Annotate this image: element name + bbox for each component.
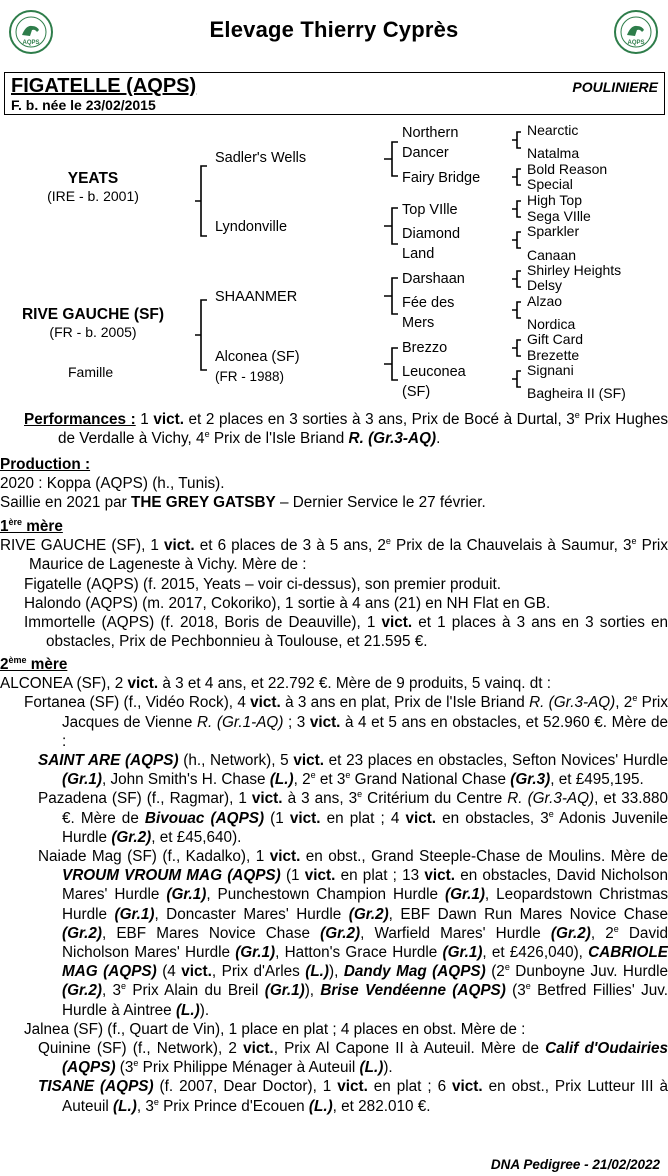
dam: [3, 306, 183, 340]
g3-line: Fairy Bridge: [402, 170, 481, 186]
pedigree-g3-1: [402, 168, 480, 188]
pedigree-chart: [0, 118, 668, 408]
produce-halondo: Halondo (AQPS) (m. 2017, Cokoriko), 1 sortie à 4 ans (21) en NH Flat en GB.: [24, 594, 551, 612]
g3-line: Leuconea: [402, 364, 466, 380]
page-title: Elevage Thierry Cyprès: [209, 17, 459, 42]
g3-line: Land: [402, 246, 435, 262]
pedigree-g4-9: Delsy: [527, 277, 563, 293]
pedigree-g4-4: High Top: [527, 192, 583, 208]
produce-immortelle: Immortelle (AQPS) (f. 2018, Boris de Deauville), 1 vict. et 1 places à 3 ans en 3 sorties en obstacles, Prix de Pechbonnieu à Toulouse, et 21.595 €.: [24, 614, 668, 651]
pedigree-g4-12: Gift Card: [527, 331, 584, 347]
g3-line: Dancer: [402, 145, 449, 161]
sire-name: YEATS: [67, 170, 119, 187]
g3-line: Diamond: [402, 226, 461, 242]
g3-line: Top VIlle: [402, 202, 458, 218]
horse-birth: F. b. née le 23/02/2015: [11, 97, 156, 113]
horse-header-box: [4, 72, 665, 115]
pedigree-g3-5: [402, 293, 454, 333]
performances-text: Performances : 1 vict. et 2 places en 3 sorties à 3 ans, Prix de Bocé à Durtal, 3e Prix Hughes de Verdalle à Vichy, 4e Prix de l'Isle Briand R. (Gr.3-AQ).: [24, 410, 668, 448]
g3-line: (SF): [402, 384, 431, 400]
produce-figatelle: Figatelle (AQPS) (f. 2015, Yeats – voir ci-dessus), son premier produit.: [24, 575, 501, 593]
horse-name: FIGATELLE (AQPS): [11, 75, 197, 97]
svg-text:AQPS: AQPS: [627, 40, 645, 46]
produce-naiade-mag: Naiade Mag (SF) (f., Kadalko), 1 vict. en obst., Grand Steeple-Chase de Moulins. Mère de VROUM VROUM MAG (AQPS) (1 vict. en plat ; 13 vict. en obstacles, David Nicholson Mares' Hurdle (Gr.1), Punchestown Champion Hurdle (Gr.1), Leopardstown Christmas Hurdle (Gr.1), Doncaster Mares' Hurdle (Gr.2), EBF Dawn Run Mares Novice Chase (Gr.2), EBF Mares Novice Chase (Gr.2), Warfield Mares' Hurdle (Gr.2), 2e David Nicholson Mares' Hurdle (Gr.1), Hatton's Grace Hurdle (Gr.1), et £426,040), CABRIOLE MAG (AQPS) (4 vict., Prix d'Arles (L.)), Dandy Mag (AQPS) (2e Dunboyne Juv. Hurdle (Gr.2), 3e Prix Alain du Breil (Gr.1)), Brise Vendéenne (AQPS) (3e Betfred Fillies' Juv. Hurdle à Aintree (L.)).: [38, 848, 668, 1019]
first-dam-heading: 1ère mère: [0, 517, 63, 535]
first-dam-text: RIVE GAUCHE (SF), 1 vict. et 6 places de 3 à 5 ans, 2e Prix de la Chauvelais à Saumur, 3e Prix Maurice de Lageneste à Vichy. Mère de :: [0, 536, 668, 574]
pedigree-g3-4: [402, 269, 465, 289]
g3-line: Darshaan: [402, 271, 465, 287]
pedigree-g3-7: [402, 362, 466, 402]
pedigree-g4-8: Shirley Heights: [527, 262, 622, 278]
production-line-2: Saillie en 2021 par THE GREY GATSBY – Dernier Service le 27 février.: [0, 494, 486, 512]
production-line-1: 2020 : Koppa (AQPS) (h., Tunis).: [0, 475, 225, 493]
second-dam-heading: 2ème mère: [0, 655, 68, 673]
pedigree-g3-0: [402, 123, 458, 163]
g3-line: Brezzo: [402, 340, 448, 356]
pedigree-g4-10: Alzao: [527, 293, 563, 309]
g3-line: Mers: [402, 315, 435, 331]
pedigree-g4-5: Sega VIlle: [527, 208, 591, 224]
pedigree-g2-0: Sadler's Wells: [215, 150, 307, 166]
produce-saint-are: SAINT ARE (AQPS) (h., Network), 5 vict. et 23 places en obstacles, Sefton Novices' Hurdle (Gr.1), John Smith's H. Chase (L.), 2e et 3e Grand National Chase (Gr.3), et £495,195.: [38, 752, 668, 789]
pedigree-g4-2: Bold Reason: [527, 161, 608, 177]
pedigree-g4-14: Signani: [527, 362, 574, 378]
pedigree-g2-3: Alconea (SF): [215, 349, 300, 365]
pedigree-g3-2: [402, 200, 458, 220]
production-block: [0, 455, 668, 513]
pedigree-g2-1: Lyndonville: [215, 219, 288, 235]
produce-pazadena: Pazadena (SF) (f., Ragmar), 1 vict. à 3 ans, 3e Critérium du Centre R. (Gr.3-AQ), et 33.880 €. Mère de Bivouac (AQPS) (1 vict. en plat ; 4 vict. en obstacles, 3e Adonis Juvenile Hurdle (Gr.2), et £45,640).: [38, 789, 668, 846]
pedigree-g4-6: Sparkler: [527, 223, 580, 239]
pedigree-g4-1: Natalma: [527, 145, 580, 161]
g3-line: Fée des: [402, 295, 455, 311]
first-dam-block: [0, 517, 668, 651]
aqps-logo-right: [613, 9, 659, 55]
horse-type: POULINIERE: [572, 79, 658, 95]
dam-name: RIVE GAUCHE (SF): [21, 306, 165, 323]
pedigree-g2-2: SHAANMER: [215, 289, 298, 305]
produce-fortanea: Fortanea (SF) (f., Vidéo Rock), 4 vict. à 3 ans en plat, Prix de l'Isle Briand R. (Gr.3-AQ), 2e Prix Jacques de Vienne R. (Gr.1-AQ) ; 3 vict. à 4 et 5 ans en obstacles, et 52.960 €. Mère de :: [24, 693, 668, 750]
produce-tisane: TISANE (AQPS) (f. 2007, Dear Doctor), 1 vict. en plat ; 6 vict. en obst., Prix Lutteur III à Auteuil (L.), 3e Prix Prince d'Ecouen (L.), et 282.010 €.: [38, 1078, 668, 1115]
produce-jalnea: Jalnea (SF) (f., Quart de Vin), 1 place en plat ; 4 places en obst. Mère de :: [24, 1020, 526, 1038]
pedigree-g3-3: [402, 224, 460, 264]
g3-line: Northern: [402, 125, 459, 141]
family-label: Famille: [68, 364, 114, 380]
performances-block: [0, 410, 668, 448]
pedigree-g4-0: Nearctic: [527, 122, 579, 138]
performances-heading: Performances :: [24, 411, 136, 428]
production-heading: Production :: [0, 456, 91, 473]
second-dam-text: ALCONEA (SF), 2 vict. à 3 et 4 ans, et 22.792 €. Mère de 9 produits, 5 vainq. dt :: [0, 675, 551, 693]
svg-text:AQPS: AQPS: [22, 40, 40, 46]
second-dam-block: [0, 655, 668, 1116]
pedigree-g4-7: Canaan: [527, 247, 577, 263]
pedigree-g2-detail: (FR - 1988): [215, 369, 285, 384]
sire: [3, 170, 183, 204]
produce-quinine: Quinine (SF) (f., Network), 2 vict., Prix Al Capone II à Auteuil. Mère de Calif d'Oudairies (AQPS) (3e Prix Philippe Ménager à Auteuil (L.)).: [38, 1040, 668, 1077]
pedigree-g4-15: Bagheira II (SF): [527, 385, 626, 401]
pedigree-g4-11: Nordica: [527, 316, 576, 332]
sire-detail: (IRE - b. 2001): [47, 188, 139, 204]
footer-credit: DNA Pedigree - 21/02/2022: [490, 1157, 660, 1172]
pedigree-g4-3: Special: [527, 176, 573, 192]
pedigree-g3-6: [402, 338, 447, 358]
pedigree-g4-13: Brezette: [527, 347, 580, 363]
dam-detail: (FR - b. 2005): [49, 324, 137, 340]
